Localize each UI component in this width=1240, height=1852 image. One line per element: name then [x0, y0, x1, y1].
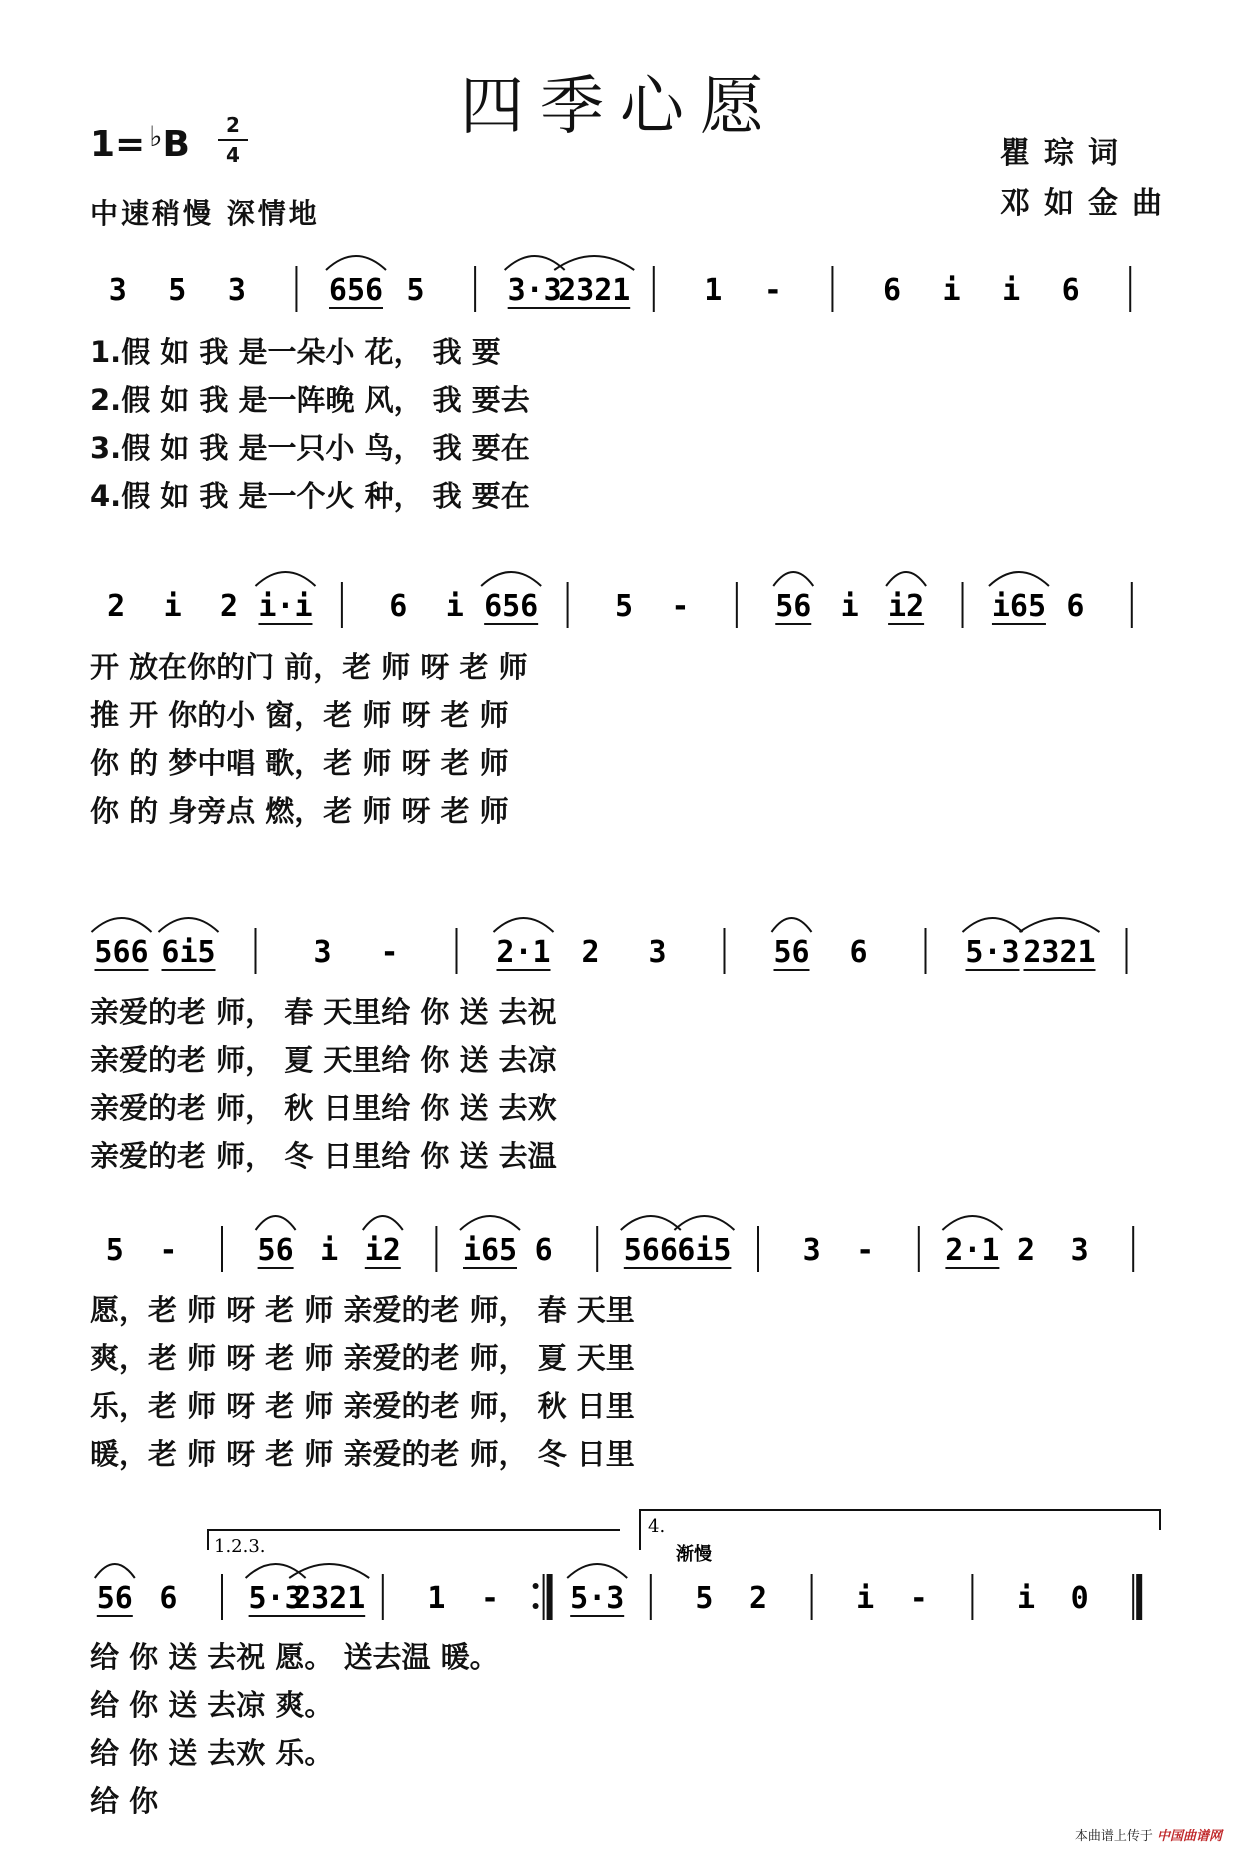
note-group: i [1002, 273, 1021, 308]
flat-icon: ♭ [149, 120, 163, 153]
tempo-marking: 中速稍慢 深情地 [90, 197, 320, 230]
slur-arc [772, 918, 812, 932]
note-group: 566 [623, 1233, 678, 1268]
note-group: 5·3 [965, 935, 1020, 970]
slur-arc [460, 1216, 520, 1230]
lyric-line: 亲爱的老 师， 秋 日里给 你 送 去欢 [90, 1091, 557, 1125]
slur-arc [989, 572, 1049, 586]
note-group: i65 [991, 589, 1047, 624]
slur-arc [92, 918, 152, 932]
note-group: i [856, 1581, 875, 1616]
slur-arc [95, 1564, 135, 1578]
page-title: 四季心愿 [460, 70, 780, 144]
slur-arc [159, 918, 219, 932]
key-note: B [162, 124, 190, 165]
slur-arc [963, 918, 1023, 932]
note-group: 3 [108, 273, 127, 308]
slur-arc [256, 1216, 296, 1230]
note-group: 56 [773, 935, 810, 970]
note-group: 6 [849, 935, 868, 970]
lyric-line: 亲爱的老 师， 春 天里给 你 送 去祝 [90, 995, 557, 1029]
note-group: 3 [313, 935, 332, 970]
note-group: 3 [802, 1233, 821, 1268]
slur-arc [567, 1564, 627, 1578]
note-group: 3·3 [507, 273, 562, 308]
meter-bottom: 4 [226, 143, 240, 167]
note-group: 5·3 [570, 1581, 625, 1616]
note-group: i·i [258, 589, 313, 624]
note-group: 6 [389, 589, 408, 624]
slur-arc [363, 1216, 403, 1230]
note-group: - [380, 935, 399, 970]
slur-arc [621, 1216, 681, 1230]
note-group: 2 [1016, 1233, 1036, 1268]
volta-label-2: 4. [648, 1516, 666, 1537]
footer-watermark [1075, 1825, 1222, 1844]
note-group: 2 [220, 589, 239, 624]
note-group: 2·1 [945, 1233, 1000, 1268]
lyric-line: 愿，老 师 呀 老 师 亲爱的老 师， 春 天里 [90, 1293, 635, 1327]
note-group: 2321 [1023, 935, 1096, 970]
slur-arc [481, 572, 541, 586]
note-group: 6i5 [161, 935, 216, 970]
slur-arc [773, 572, 813, 586]
repeat-dot [533, 1583, 539, 1589]
note-group: i [445, 589, 464, 624]
note-group: - [159, 1233, 178, 1268]
note-group: 5 [105, 1233, 124, 1268]
lyric-line: 开 放在你的门 前，老 师 呀 老 师 [90, 650, 528, 684]
note-group: 2321 [293, 1581, 366, 1616]
note-group: - [856, 1233, 875, 1268]
slur-arc [289, 1564, 369, 1578]
lyric-line: 3.假 如 我 是一只小 鸟， 我 要在 [90, 431, 530, 465]
lyric-line: 爽，老 师 呀 老 师 亲爱的老 师， 夏 天里 [90, 1341, 635, 1375]
volta-bracket-1 [208, 1530, 620, 1550]
note-group: 2 [581, 935, 600, 970]
meter-top: 2 [226, 113, 240, 137]
lyric-line: 1.假 如 我 是一朵小 花， 我 要 [90, 335, 501, 369]
slur-arc [494, 918, 554, 932]
note-group: 56 [775, 589, 812, 624]
lyric-line: 给 你 送 去祝 愿。 送去温 暖。 [90, 1640, 499, 1674]
note-group: 1 [427, 1581, 446, 1616]
note-group: 5 [406, 273, 425, 308]
note-group: 3 [1070, 1233, 1089, 1268]
slur-arc [674, 1216, 734, 1230]
lyric-line: 乐，老 师 呀 老 师 亲爱的老 师， 秋 日里 [90, 1389, 635, 1423]
lyric-line: 你 的 梦中唱 歌，老 师 呀 老 师 [90, 746, 509, 780]
key-prefix: 1= [90, 124, 146, 165]
note-group: 2·1 [496, 935, 551, 970]
lyric-line: 推 开 你的小 窗，老 师 呀 老 师 [90, 698, 509, 732]
lyric-line: 给 你 [90, 1784, 159, 1818]
note-group: 6 [1066, 589, 1085, 624]
note-group: - [763, 273, 782, 308]
note-group: i [1016, 1581, 1036, 1616]
repeat-dot [533, 1603, 539, 1609]
note-group: i2 [888, 589, 925, 624]
note-group: i [163, 589, 182, 624]
note-group: i [942, 273, 961, 308]
lyric-line: 暖，老 师 呀 老 师 亲爱的老 师， 冬 日里 [90, 1437, 635, 1471]
note-group: 656 [484, 589, 539, 624]
note-group: 6 [1061, 273, 1080, 308]
note-group: 5 [695, 1581, 714, 1616]
note-group: 2 [748, 1581, 768, 1616]
slur-arc [886, 572, 926, 586]
note-group: 6 [159, 1581, 178, 1616]
note-group: 6i5 [677, 1233, 732, 1268]
note-group: i [840, 589, 859, 624]
note-group: i65 [462, 1233, 518, 1268]
note-group: 566 [94, 935, 149, 970]
lyric-line: 给 你 送 去凉 爽。 [90, 1688, 334, 1722]
note-group: 5 [614, 589, 634, 624]
lyric-line: 4.假 如 我 是一个火 种， 我 要在 [90, 479, 530, 513]
composer-credit: 邓如金曲 [1000, 186, 1176, 221]
note-group: 5 [168, 273, 187, 308]
slur-arc [255, 572, 315, 586]
footer-text: 本曲谱上传于 [1074, 1829, 1153, 1844]
lyricist-credit: 瞿琮词 [1000, 136, 1132, 171]
note-group: - [909, 1581, 928, 1616]
note-group: 3 [648, 935, 667, 970]
slur-arc [1020, 918, 1100, 932]
slur-arc [554, 256, 634, 270]
ritard-marking: 渐慢 [676, 1544, 712, 1565]
note-group: 6 [882, 273, 902, 308]
volta-bracket-2 [640, 1510, 1160, 1550]
lyric-line: 亲爱的老 师， 夏 天里给 你 送 去凉 [90, 1043, 557, 1077]
slur-arc [246, 1564, 306, 1578]
footer-site: 中国曲谱网 [1156, 1829, 1222, 1844]
note-group: - [671, 589, 690, 624]
note-group: 1 [704, 273, 723, 308]
note-group: i [320, 1233, 339, 1268]
note-group: 0 [1070, 1581, 1089, 1616]
lyric-line: 亲爱的老 师， 冬 日里给 你 送 去温 [90, 1139, 557, 1173]
note-group: 56 [96, 1581, 133, 1616]
note-group: 5·3 [248, 1581, 303, 1616]
note-group: - [480, 1581, 500, 1616]
note-group: 6 [534, 1233, 553, 1268]
note-group: 3 [227, 273, 246, 308]
slur-arc [326, 256, 386, 270]
note-group: 656 [328, 273, 384, 308]
slur-arc [942, 1216, 1002, 1230]
note-group: i2 [364, 1233, 401, 1268]
note-group: 56 [257, 1233, 294, 1268]
volta-label-1: 1.2.3. [214, 1536, 266, 1557]
note-group: 2321 [558, 273, 631, 308]
lyric-line: 你 的 身旁点 燃，老 师 呀 老 师 [90, 794, 509, 828]
note-group: 2 [107, 589, 126, 624]
lyric-line: 给 你 送 去欢 乐。 [90, 1736, 334, 1770]
lyric-line: 2.假 如 我 是一阵晚 风， 我 要去 [90, 383, 530, 417]
